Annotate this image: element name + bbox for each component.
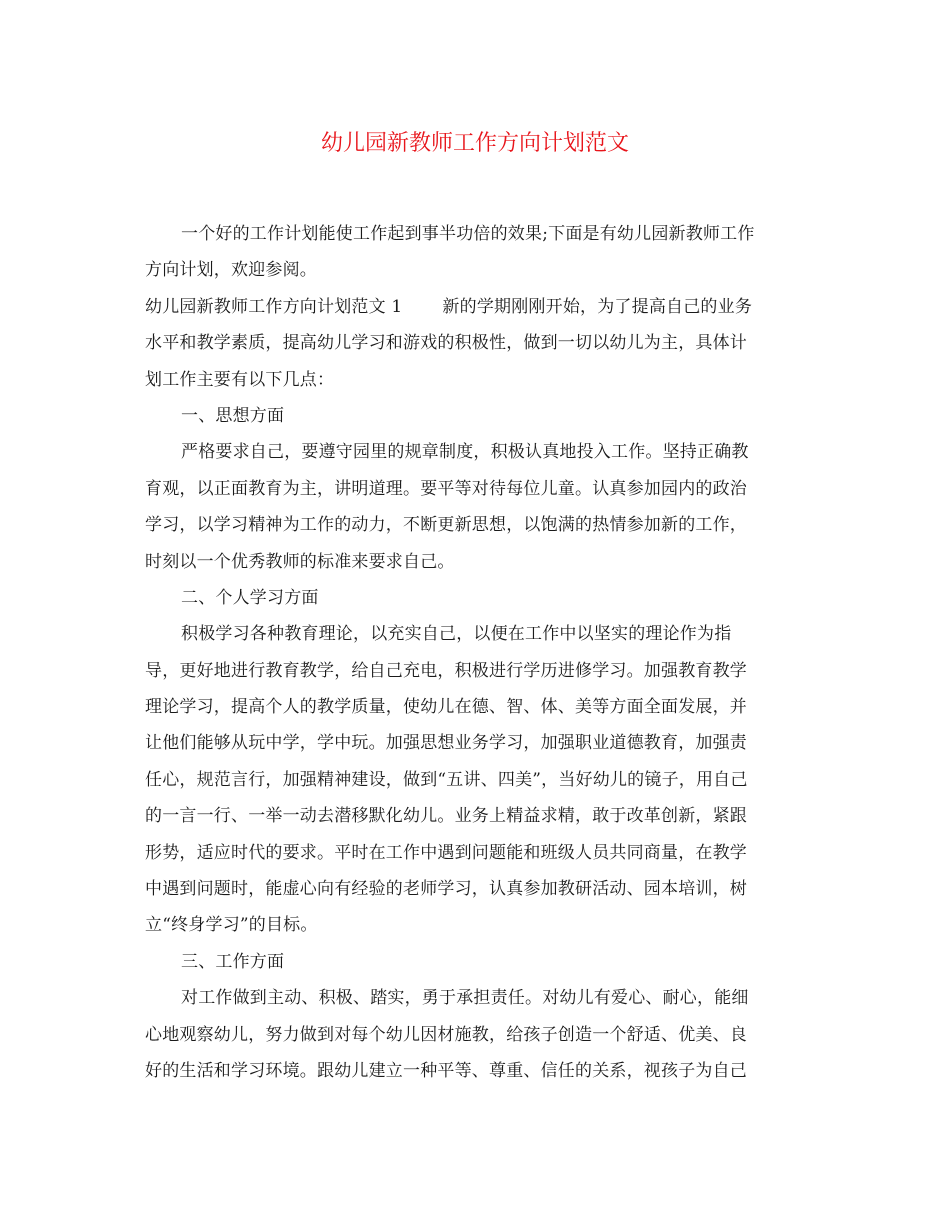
- line-text: 一、思想方面: [181, 405, 285, 426]
- paragraph-line: [145, 725, 805, 761]
- line-text: 任心，规范言行，加强精神建设，做到“五讲、四美”，当好幼儿的镜子，用自己: [145, 769, 748, 790]
- paragraph-line: [145, 289, 805, 325]
- line-continuation: 新的学期刚刚开始，为了提高自己的业务: [442, 296, 753, 317]
- paragraph-line: [145, 835, 805, 871]
- paragraph-line: [145, 907, 805, 943]
- paragraph-line: [145, 544, 805, 580]
- line-text: 心地观察幼儿，努力做到对每个幼儿因材施教，给孩子创造一个舒适、优美、良: [145, 1024, 747, 1045]
- paragraph-line: [145, 980, 805, 1016]
- line-text: 让他们能够从玩中学，学中玩。加强思想业务学习，加强职业道德教育，加强责: [145, 733, 747, 754]
- line-text: 时刻以一个优秀教师的标准来要求自己。: [145, 551, 455, 572]
- paragraph-line: [145, 653, 805, 689]
- paragraph-line: [145, 252, 805, 288]
- line-text: 一个好的工作计划能使工作起到事半功倍的效果;下面是有幼儿园新教师工作: [181, 224, 755, 244]
- line-text: 形势，适应时代的要求。平时在工作中遇到问题能和班级人员共同商量，在教学: [145, 842, 747, 863]
- line-text: 方向计划，欢迎参阅。: [145, 260, 317, 281]
- document-body: [145, 216, 805, 1089]
- paragraph-line: [145, 616, 805, 652]
- paragraph-line: [145, 944, 805, 980]
- line-text: 对工作做到主动、积极、踏实，勇于承担责任。对幼儿有爱心、耐心，能细: [181, 988, 749, 1009]
- line-text: 理论学习，提高个人的教学质量，使幼儿在德、智、体、美等方面全面发展，并: [145, 697, 747, 718]
- line-text: 导，更好地进行教育教学，给自己充电，积极进行学历进修学习。加强教育教学: [145, 660, 747, 681]
- paragraph-line: [145, 689, 805, 725]
- paragraph-line: [145, 1053, 805, 1089]
- paragraph-line: [145, 471, 805, 507]
- paragraph-line: [145, 362, 805, 398]
- paragraph-line: [145, 398, 805, 434]
- line-text: 二、个人学习方面: [181, 587, 319, 608]
- paragraph-line: [145, 580, 805, 616]
- line-text: 严格要求自己，要遵守园里的规章制度，积极认真地投入工作。坚持正确教: [181, 442, 749, 463]
- line-text: 幼儿园新教师工作方向计划范文 1: [145, 296, 403, 317]
- line-text: 育观，以正面教育为主，讲明道理。要平等对待每位儿童。认真参加园内的政治: [145, 478, 747, 499]
- paragraph-line: [145, 871, 805, 907]
- line-text: 中遇到问题时，能虚心向有经验的老师学习，认真参加教研活动、园本培训，树: [145, 879, 747, 900]
- paragraph-line: [145, 1017, 805, 1053]
- line-text: 划工作主要有以下几点：: [145, 369, 335, 390]
- paragraph-line: [145, 507, 805, 543]
- paragraph-line: [145, 798, 805, 834]
- line-text: 立“终身学习”的目标。: [145, 915, 318, 936]
- line-text: 三、工作方面: [181, 951, 285, 972]
- paragraph-line: [145, 325, 805, 361]
- paragraph-line: [145, 216, 805, 252]
- paragraph-line: [145, 434, 805, 470]
- line-text: 好的生活和学习环境。跟幼儿建立一种平等、尊重、信任的关系，视孩子为自己: [145, 1060, 747, 1081]
- document-title: 幼儿园新教师工作方向计划范文: [320, 131, 629, 156]
- paragraph-line: [145, 762, 805, 798]
- line-text: 学习，以学习精神为工作的动力，不断更新思想，以饱满的热情参加新的工作，: [145, 515, 747, 536]
- line-text: 积极学习各种教育理论，以充实自己，以便在工作中以坚实的理论作为指: [181, 624, 732, 645]
- line-text: 水平和教学素质，提高幼儿学习和游戏的积极性，做到一切以幼儿为主，具体计: [145, 333, 747, 354]
- line-text: 的一言一行、一举一动去潜移默化幼儿。业务上精益求精，敢于改革创新，紧跟: [145, 806, 747, 827]
